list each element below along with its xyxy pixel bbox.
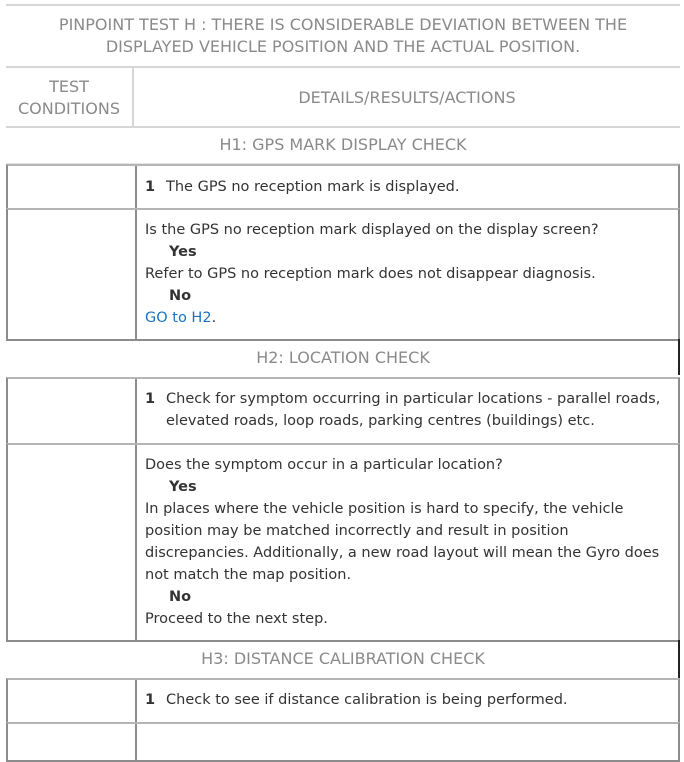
details-header: DETAILS/RESULTS/ACTIONS bbox=[298, 87, 516, 107]
section-title-h2: H2: LOCATION CHECK bbox=[256, 348, 430, 367]
pinpoint-test-title bbox=[6, 4, 680, 66]
h2-step bbox=[145, 388, 670, 432]
link-suffix: . bbox=[211, 310, 217, 326]
h1-result-row bbox=[6, 208, 680, 341]
test-condition-cell bbox=[8, 210, 137, 339]
h2-step-row bbox=[6, 377, 680, 445]
test-condition-cell bbox=[8, 680, 137, 722]
table-header bbox=[6, 66, 680, 128]
step-number: 1 bbox=[145, 179, 156, 195]
yes-action-text: Refer to GPS no reception mark does not disappear diagnosis. bbox=[145, 266, 596, 282]
h3-step bbox=[145, 689, 670, 711]
title-line-1: PINPOINT TEST H : THERE IS CONSIDERABLE DEVIATION BETWEEN THE bbox=[58, 15, 628, 34]
no-action bbox=[145, 307, 670, 329]
no-label: No bbox=[169, 288, 192, 304]
section-title-h1: H1: GPS MARK DISPLAY CHECK bbox=[6, 128, 680, 164]
step-text: Check to see if distance calibration is being performed. bbox=[166, 692, 568, 708]
header-line-1: TEST bbox=[49, 77, 89, 96]
no-action-text: Proceed to the next step. bbox=[145, 611, 328, 627]
h1-step bbox=[145, 176, 670, 198]
test-conditions-header bbox=[6, 68, 134, 126]
test-condition-cell bbox=[8, 445, 137, 640]
header-line-2: CONDITIONS bbox=[18, 99, 120, 118]
h2-result-row bbox=[6, 443, 680, 642]
step-text: The GPS no reception mark is displayed. bbox=[166, 179, 460, 195]
go-to-h2-link[interactable]: GO to H2 bbox=[145, 310, 212, 326]
yes-action-text: In places where the vehicle position is hard to specify, the vehicle position may be matched incorrectly and result in position discrepancies. Additionally, a new road layout will mean the Gyro does not match the map position. bbox=[145, 501, 660, 583]
yes-label: Yes bbox=[169, 479, 197, 495]
no-label: No bbox=[169, 589, 192, 605]
h3-step-row bbox=[6, 678, 680, 724]
title-line-2: DISPLAYED VEHICLE POSITION AND THE ACTUAL POSITION. bbox=[105, 37, 581, 56]
section-title-h3: H3: DISTANCE CALIBRATION CHECK bbox=[201, 649, 485, 668]
question-text: Does the symptom occur in a particular location? bbox=[145, 457, 503, 473]
h2-results bbox=[145, 454, 670, 630]
h3-result-row bbox=[6, 722, 680, 762]
step-number: 1 bbox=[145, 692, 156, 708]
test-condition-cell bbox=[8, 379, 137, 443]
step-number: 1 bbox=[145, 391, 156, 407]
test-condition-cell bbox=[8, 166, 137, 208]
h1-results bbox=[145, 219, 670, 329]
test-condition-cell bbox=[8, 724, 137, 760]
yes-label: Yes bbox=[169, 244, 197, 260]
step-text: Check for symptom occurring in particular locations - parallel roads, elevated roads, loop roads, parking centres (buildings) etc. bbox=[166, 391, 661, 429]
h1-step-row bbox=[6, 164, 680, 210]
question-text: Is the GPS no reception mark displayed on the display screen? bbox=[145, 222, 599, 238]
